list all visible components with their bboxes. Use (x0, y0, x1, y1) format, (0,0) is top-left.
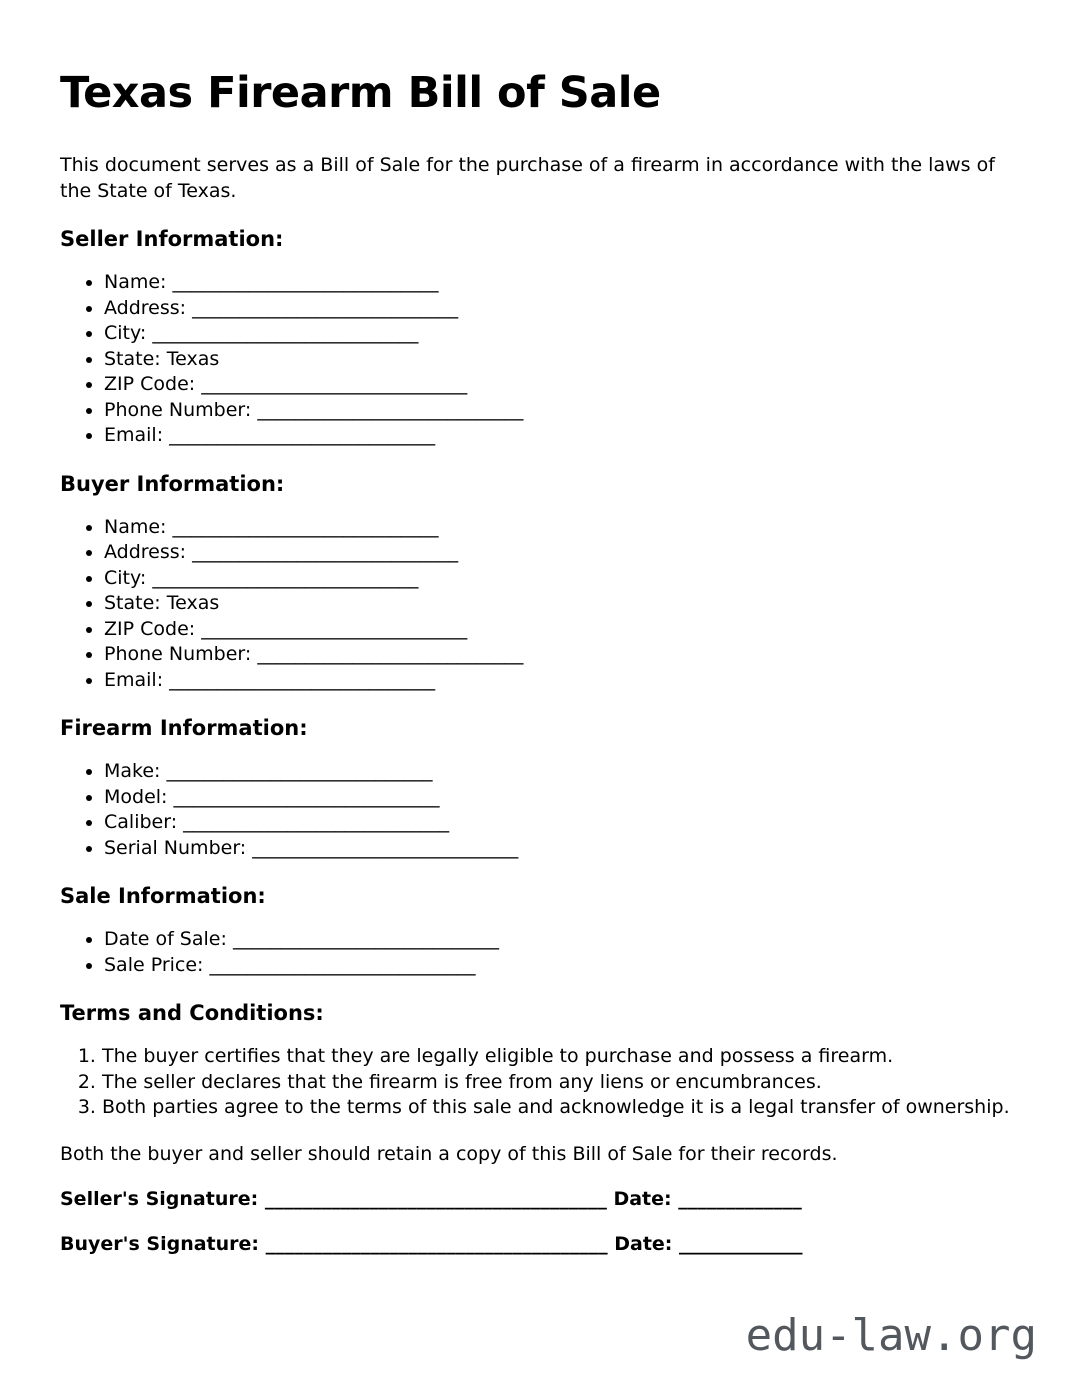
field-label: Phone Number: (104, 398, 252, 421)
field-label: Address: (104, 541, 187, 563)
seller-city-item (104, 321, 1015, 347)
field-value: Texas (166, 592, 220, 614)
blank-line: ____________________________ (152, 566, 419, 589)
seller-email-item (104, 423, 1015, 449)
seller-signature-blank: ____________________________________ (264, 1187, 607, 1210)
buyer-section-heading: Buyer Information: (60, 471, 285, 496)
buyer-date-label: Date: (614, 1233, 673, 1255)
field-label: Email: (104, 668, 164, 691)
field-label: Caliber: (104, 811, 178, 833)
field-label: Phone Number: (104, 643, 252, 665)
field-label: State: (104, 592, 161, 614)
seller-signature-row (60, 1187, 1015, 1213)
seller-phone-item (104, 398, 1015, 424)
buyer-signature-label: Buyer's Signature: (60, 1233, 259, 1255)
sale-section-heading: Sale Information: (60, 884, 266, 908)
blank-line: ____________________________ (169, 668, 436, 691)
watermark-brand: edu-law.org (745, 1310, 1037, 1361)
seller-date-blank: _____________ (678, 1187, 802, 1210)
blank-line: ____________________________ (172, 271, 439, 293)
blank-line: ____________________________ (232, 928, 499, 950)
field-label: Name: (104, 515, 167, 538)
buyer-city-item (104, 566, 1015, 592)
firearm-section-heading: Firearm Information: (60, 716, 308, 740)
field-label: City: (104, 322, 147, 344)
buyer-email-item (104, 668, 1015, 694)
sale-info-list (60, 927, 1015, 978)
field-label: Model: (104, 785, 168, 808)
field-label: Address: (104, 296, 187, 319)
blank-line: ____________________________ (209, 953, 476, 976)
field-label: City: (104, 566, 147, 589)
blank-line: ____________________________ (257, 398, 524, 421)
terms-list (60, 1044, 1015, 1121)
field-label: ZIP Code: (104, 617, 196, 640)
seller-state-item (104, 347, 1015, 373)
firearm-make-item (104, 759, 1015, 785)
blank-line: ____________________________ (169, 424, 436, 446)
blank-line: ____________________________ (172, 515, 439, 538)
firearm-caliber-item (104, 810, 1015, 836)
sale-price-item (104, 953, 1015, 979)
blank-line: ____________________________ (192, 296, 459, 319)
blank-line: ____________________________ (166, 760, 433, 782)
seller-address-item (104, 296, 1015, 322)
field-label: ZIP Code: (104, 373, 196, 395)
buyer-signature-row (60, 1232, 1015, 1258)
blank-line: ____________________________ (201, 617, 468, 640)
field-label: Serial Number: (104, 836, 247, 859)
buyer-address-item (104, 540, 1015, 566)
blank-line: ____________________________ (183, 811, 450, 833)
closing-paragraph: Both the buyer and seller should retain a copy of this Bill of Sale for their records. (60, 1142, 838, 1165)
buyer-signature-blank: ____________________________________ (265, 1233, 608, 1255)
blank-line: ____________________________ (201, 373, 468, 395)
document-title: Texas Firearm Bill of Sale (60, 68, 661, 118)
seller-zip-item (104, 372, 1015, 398)
seller-section-heading: Seller Information: (60, 227, 284, 251)
field-label: State: (104, 347, 161, 370)
seller-date-label: Date: (613, 1187, 672, 1210)
buyer-date-blank: _____________ (679, 1233, 803, 1255)
firearm-serial-item (104, 836, 1015, 862)
buyer-zip-item (104, 617, 1015, 643)
buyer-info-list (60, 515, 1015, 694)
terms-item-1: 1. The buyer certifies that they are legally eligible to purchase and possess a firearm. (102, 1044, 1015, 1070)
field-label: Email: (104, 424, 164, 446)
blank-line: ____________________________ (252, 836, 519, 859)
seller-name-item (104, 270, 1015, 296)
firearm-model-item (104, 785, 1015, 811)
terms-item-3: 3. Both parties agree to the terms of this sale and acknowledge it is a legal transfer of ownership. (102, 1095, 1015, 1121)
buyer-phone-item (104, 642, 1015, 668)
blank-line: ____________________________ (173, 785, 440, 808)
blank-line: ____________________________ (152, 322, 419, 344)
seller-info-list (60, 270, 1015, 449)
field-label: Make: (104, 760, 161, 782)
intro-paragraph: This document serves as a Bill of Sale for the purchase of a firearm in accordance with the laws of the State of Texas. (60, 154, 995, 202)
blank-line: ____________________________ (192, 541, 459, 563)
terms-section-heading: Terms and Conditions: (60, 1001, 324, 1025)
blank-line: ____________________________ (257, 643, 524, 665)
seller-signature-label: Seller's Signature: (60, 1187, 259, 1210)
field-label: Date of Sale: (104, 928, 227, 950)
sale-date-item (104, 927, 1015, 953)
buyer-state-item (104, 591, 1015, 617)
terms-item-2: 2. The seller declares that the firearm is free from any liens or encumbrances. (102, 1070, 1015, 1096)
field-value: Texas (166, 347, 220, 370)
buyer-name-item (104, 515, 1015, 541)
firearm-info-list (60, 759, 1015, 861)
field-label: Name: (104, 271, 167, 293)
field-label: Sale Price: (104, 953, 204, 976)
